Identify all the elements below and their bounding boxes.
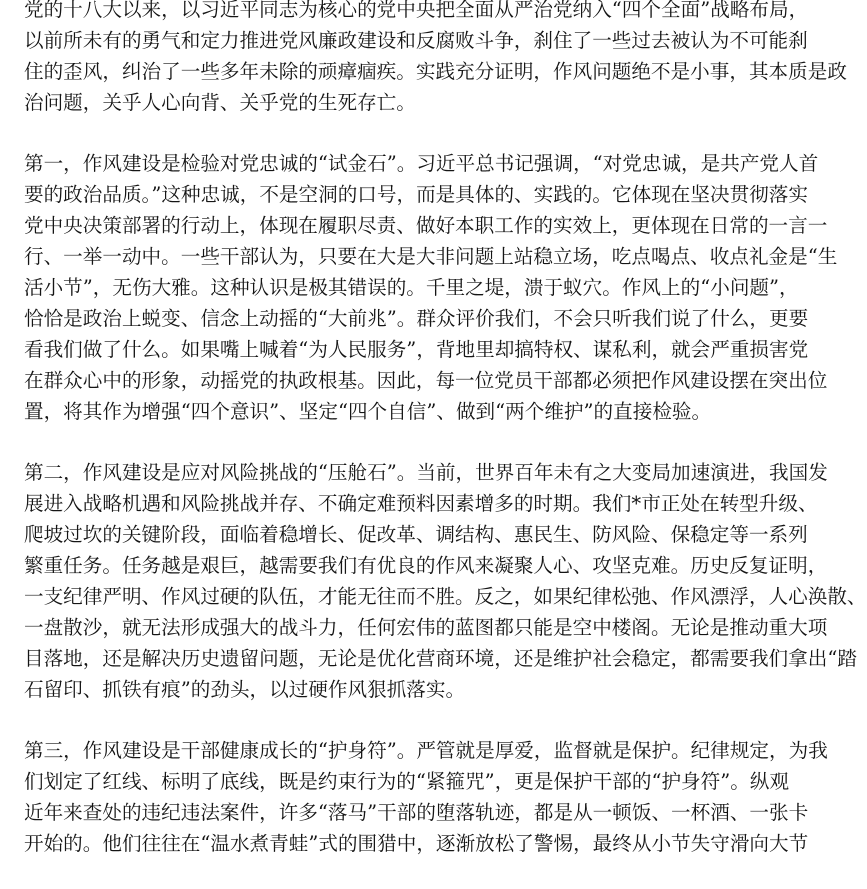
text-line: 目落地，还是解决历史遗留问题，无论是优化营商环境，还是维护社会稳定，都需要我们拿出“踏: [24, 647, 857, 670]
text-line: 展进入战略机遇和风险挑战并存、不确定难预料因素增多的时期。我们*市正处在转型升级、: [24, 492, 818, 515]
paragraph-third: [24, 735, 828, 859]
text-line: 住的歪风，纠治了一些多年未除的顽瘴痼疾。实践充分证明，作风问题绝不是小事，其本质是政: [24, 60, 847, 83]
text-line: 近年来查处的违纪违法案件，许多“落马”干部的堕落轨迹，都是从一顿饭、一杯酒、一张卡: [24, 801, 809, 824]
text-line: 繁重任务。任务越是艰巨，越需要我们有优良的作风来凝聚人心、攻坚克难。历史反复证明，: [24, 554, 828, 577]
text-line: 爬坡过坎的关键阶段，面临着稳增长、促改革、调结构、惠民生、防风险、保稳定等一系列: [24, 523, 808, 546]
text-line: 开始的。他们往往在“温水煮青蛙”式的围猎中，逐渐放松了警惕，最终从小节失守滑向大节: [24, 832, 809, 855]
text-line: 党的十八大以来，以习近平同志为核心的党中央把全面从严治党纳入“四个全面”战略布局，: [24, 0, 809, 21]
text-line: 一支纪律严明、作风过硬的队伍，才能无往而不胜。反之，如果纪律松弛、作风漂浮，人心涣散、: [24, 585, 867, 608]
text-line: 党中央决策部署的行动上，体现在履职尽责、做好本职工作的实效上，更体现在日常的一言一: [24, 214, 828, 237]
paragraph-second: [24, 457, 867, 705]
text-line: 恰恰是政治上蜕变、信念上动摇的“大前兆”。群众评价我们，不会只听我们说了什么，更要: [24, 307, 809, 330]
text-line: 以前所未有的勇气和定力推进党风廉政建设和反腐败斗争，刹住了一些过去被认为不可能刹: [24, 29, 808, 52]
text-line: 第一，作风建设是检验对党忠诚的“试金石”。习近平总书记强调，“对党忠诚，是共产党人首: [24, 152, 819, 175]
text-line: 一盘散沙，就无法形成强大的战斗力，任何宏伟的蓝图都只能是空中楼阁。无论是推动重大项: [24, 616, 828, 639]
text-line: 治问题，关乎人心向背、关乎党的生死存亡。: [24, 91, 416, 114]
text-line: 置，将其作为增强“四个意识”、坚定“四个自信”、做到“两个维护”的直接检验。: [24, 400, 712, 423]
text-line: 活小节”，无伤大雅。这种认识是极其错误的。千里之堤，溃于蚁穴。作风上的“小问题”，: [24, 276, 799, 299]
paragraph-first: [24, 148, 838, 427]
document-body: [24, 0, 867, 889]
text-line: 在群众心中的形象，动摇党的执政根基。因此，每一位党员干部都必须把作风建设摆在突出位: [24, 369, 828, 392]
text-line: 要的政治品质。”这种忠诚，不是空洞的口号，而是具体的、实践的。它体现在坚决贯彻落实: [24, 183, 808, 206]
text-line: 看我们做了什么。如果嘴上喊着“为人民服务”，背地里却搞特权、谋私利，就会严重损害党: [24, 338, 809, 361]
paragraph-intro: [24, 0, 847, 118]
text-line: 石留印、抓铁有痕”的劲头，以过硬作风狠抓落实。: [24, 678, 466, 701]
text-line: 们划定了红线、标明了底线，既是约束行为的“紧箍咒”，更是保护干部的“护身符”。纵观: [24, 770, 790, 793]
text-line: 第三，作风建设是干部健康成长的“护身符”。严管就是厚爱，监督就是保护。纪律规定，为我: [24, 739, 828, 762]
text-line: 行、一举一动中。一些干部认为，只要在大是大非问题上站稳立场，吃点喝点、收点礼金是“生: [24, 245, 838, 268]
text-line: 第二，作风建设是应对风险挑战的“压舱石”。当前，世界百年未有之大变局加速演进，我国发: [24, 461, 828, 484]
